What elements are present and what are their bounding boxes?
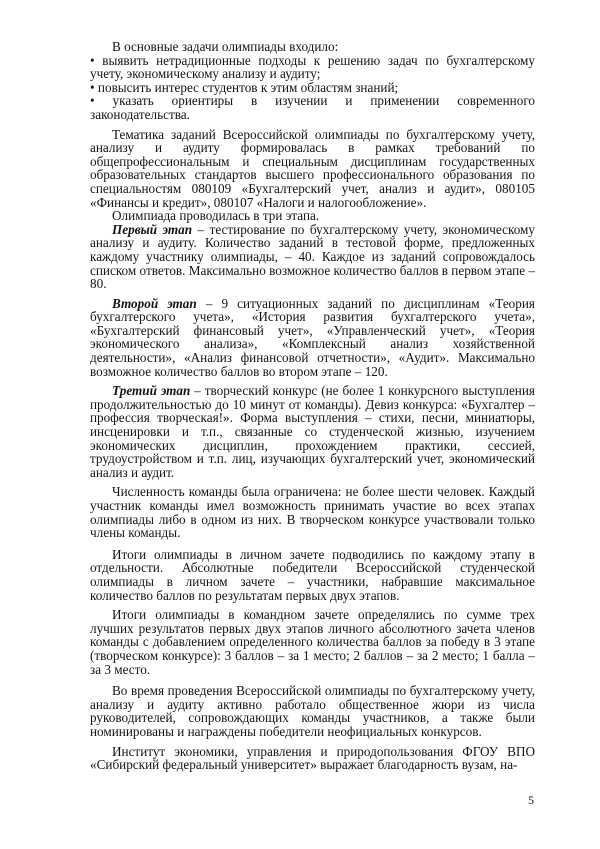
task-item: • выявить нетрадиционные подходы к решению задач по бухгалтерскому учету, экономическому анализу и аудиту; (90, 52, 535, 82)
stages-intro: Олимпиада проводилась в три этапа. (112, 208, 320, 224)
stage2-paragraph (90, 297, 535, 379)
individual-results-paragraph: Итоги олимпиады в личном зачете подводились по каждому этапу в отдельности. Абсолютные победители Всероссийской студенческой олимпиады в личном зачете – участники, набравшие максимальное количество баллов по результатам первых двух этапов. (90, 546, 535, 603)
topics-paragraph: Тематика заданий Всероссийской олимпиады по бухгалтерскому учету, анализу и аудиту формировалась в рамках требований по общепрофессиональным и специальным дисциплинам государственных образовательных стандартов высшего профессионального образования по специальностям 080109 «Бухгалтерский учет, анализ и аудит», 080105 «Финансы и кредит», 080107 «Налоги и налогообложение». (90, 126, 535, 210)
team-size-paragraph: Численность команды была ограничена: не более шести человек. Каждый участник команды имел возможность принимать участие во всех этапах олимпиады либо в одном из них. В творческом конкурсе участвовали только члены команды. (90, 484, 535, 541)
stage2-title: Второй этап (112, 295, 197, 311)
jury-paragraph: Во время проведения Всероссийской олимпиады по бухгалтерскому учету, анализу и аудиту активно работало общественное жюри из числа руководителей, сопровождающих команды участников, а также были номинированы и награждены победители неофициальных конкурсов. (90, 683, 535, 739)
stage3-title: Третий этап (112, 383, 191, 399)
page-body (90, 40, 535, 772)
stage2-text: – 9 ситуационных заданий по дисциплинам «Теория бухгалтерского учета», «История развития бухгалтерского учета», «Бухгалтерский финансовый учет», «Управленческий учет», «Теория экономического анализа», «Комплексный анализ хозяйственной деятельности», «Анализ финансовой отчетности», «Аудит». Максимально возможное количество баллов во втором этапе – 120. (90, 295, 535, 379)
stage3-text: – творческий конкурс (не более 1 конкурсного выступления продолжительностью до 10 минут от команды). Девиз конкурса: «Бухгалтер – профессия творческая!». Форма выступления – стихи, песни, миниатюры, инсценировки и т.п., связанные со студенческой жизнью, изучением экономических дисциплин, прохождением практики, сессией, трудоустройством и т.п. лиц, изучающих бухгалтерский учет, экономический анализ и аудит. (90, 383, 535, 480)
page-number: 5 (528, 793, 534, 807)
task-item: • указать ориентиры в изучении и применении современного законодательства. (90, 93, 535, 122)
team-results-paragraph: Итоги олимпиады в командном зачете определялись по сумме трех лучших результатов первых двух этапов личного абсолютного зачета членов команды с добавлением определенного количества баллов за победу в 3 этапе (творческом конкурсе): 3 баллов – за 1 место; 2 баллов – за 2 место; 1 балла – за 3 место. (90, 607, 535, 677)
task-item: • повысить интерес студентов к этим областям знаний; (90, 79, 399, 95)
stage1-paragraph (90, 223, 535, 291)
stage1-text: – тестирование по бухгалтерскому учету, экономическому анализу и аудиту. Количество заданий в тестовой форме, предложенных каждому участнику олимпиады, – 40. Каждое из заданий сопровождалось списком ответов. Максимально возможное количество баллов в первом этапе – 80. (90, 221, 535, 292)
stage3-paragraph (90, 384, 535, 479)
stage1-title: Первый этап (112, 221, 193, 237)
tasks-intro: В основные задачи олимпиады входило: (112, 39, 339, 54)
institute-paragraph: Институт экономики, управления и природопользования ФГОУ ВПО «Сибирский федеральный университет» выражает благодарность вузам, на- (90, 743, 535, 773)
